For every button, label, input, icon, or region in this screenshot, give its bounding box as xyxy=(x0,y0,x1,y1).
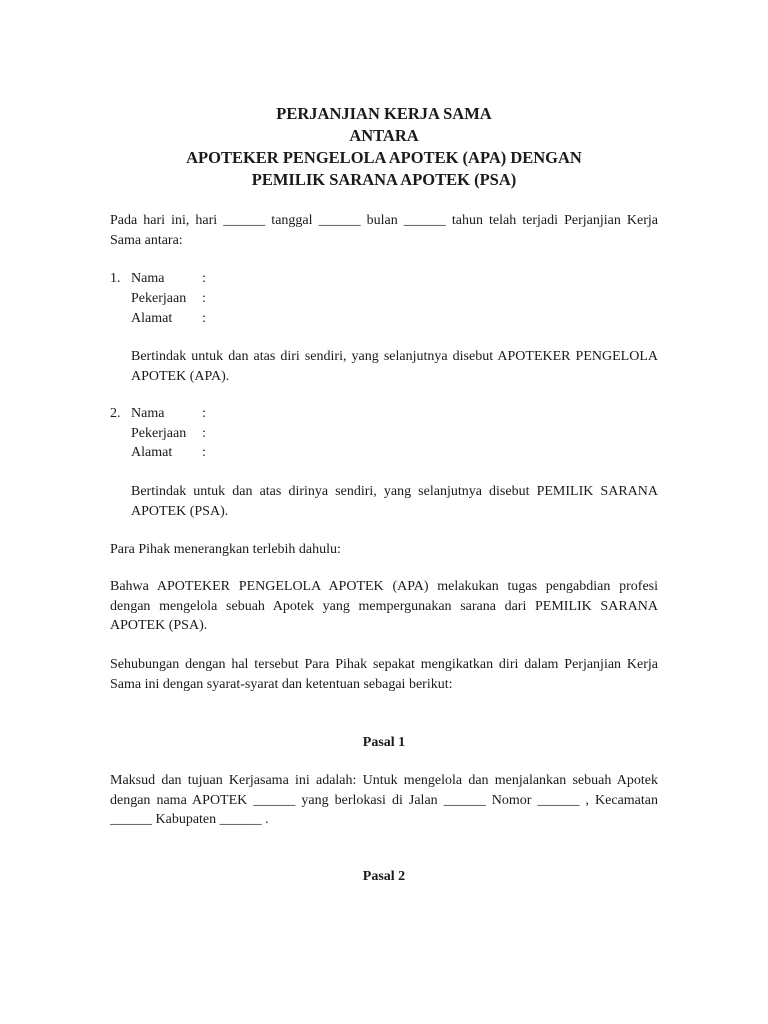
field-label: Pekerjaan xyxy=(131,291,187,306)
document-title xyxy=(0,103,768,191)
party-1-statement: Bertindak untuk dan atas diri sendiri, yang selanjutnya disebut APOTEKER PENGELOLA APOTEK (APA). xyxy=(131,349,658,384)
field-separator: : xyxy=(202,291,206,306)
bahwa-paragraph: Bahwa APOTEKER PENGELOLA APOTEK (APA) melakukan tugas pengabdian profesi dengan mengelola sebuah Apotek yang mempergunakan sarana dari PEMILIK SARANA APOTEK (PSA). xyxy=(110,579,658,633)
party-2-field-nama xyxy=(131,404,206,424)
party-1-field-alamat xyxy=(131,309,206,329)
party-2-field-pekerjaan xyxy=(131,424,206,444)
field-label: Nama xyxy=(131,406,165,421)
party-1-block xyxy=(110,269,658,329)
pasal-1-heading: Pasal 1 xyxy=(362,735,406,750)
party-2-field-alamat xyxy=(131,443,206,463)
sehubungan-paragraph: Sehubungan dengan hal tersebut Para Pihak sepakat mengikatkan diri dalam Perjanjian Kerja Sama ini dengan syarat-syarat dan ketentuan sebagai berikut: xyxy=(110,657,658,692)
title-line-1: PERJANJIAN KERJA SAMA xyxy=(276,104,492,123)
title-line-4: PEMILIK SARANA APOTEK (PSA) xyxy=(251,170,517,189)
field-separator: : xyxy=(202,426,206,441)
field-separator: : xyxy=(202,311,206,326)
party-1-field-nama xyxy=(131,269,206,289)
field-separator: : xyxy=(202,445,206,460)
pasal-1-paragraph: Maksud dan tujuan Kerjasama ini adalah: Untuk mengelola dan menjalankan sebuah Apotek dengan nama APOTEK ______ yang berlokasi di Jalan ______ Nomor ______ , Kecamatan ______ Kabupaten ______ . xyxy=(110,773,658,827)
party-2-block xyxy=(110,404,658,464)
field-label: Nama xyxy=(131,271,165,286)
para-pihak-paragraph: Para Pihak menerangkan terlebih dahulu: xyxy=(110,542,341,557)
title-line-2: ANTARA xyxy=(349,126,419,145)
party-1-field-pekerjaan xyxy=(131,289,206,309)
intro-paragraph: Pada hari ini, hari ______ tanggal ______ bulan ______ tahun telah terjadi Perjanjian Kerja Sama antara: xyxy=(110,213,658,248)
field-label: Pekerjaan xyxy=(131,426,187,441)
field-separator: : xyxy=(202,406,206,421)
title-line-3: APOTEKER PENGELOLA APOTEK (APA) DENGAN xyxy=(186,148,582,167)
party-1-number: 1. xyxy=(110,271,121,286)
party-2-statement: Bertindak untuk dan atas dirinya sendiri, yang selanjutnya disebut PEMILIK SARANA APOTEK (PSA). xyxy=(131,484,658,519)
field-separator: : xyxy=(202,271,206,286)
field-label: Alamat xyxy=(131,311,173,326)
pasal-2-heading: Pasal 2 xyxy=(362,869,406,884)
field-label: Alamat xyxy=(131,445,173,460)
party-2-number: 2. xyxy=(110,406,121,421)
